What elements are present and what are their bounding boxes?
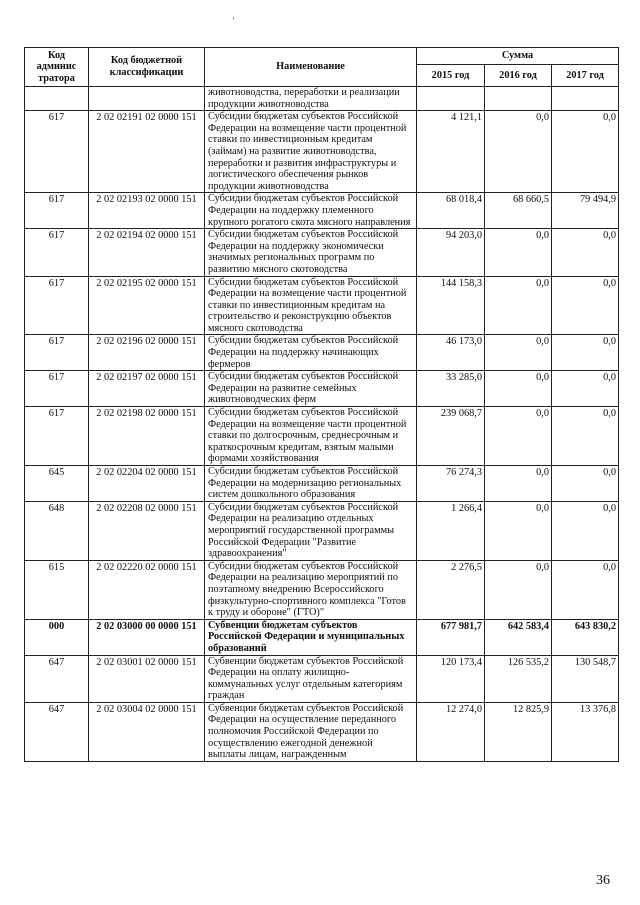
name-cell: Субсидии бюджетам субъектов Российской Федерации на возмещение части процентной ставки по инвестиционным кредитам (займам) на развитие животноводства, переработки и развития инфраструктуры и логистического обеспечения рынков продукции животноводства bbox=[205, 111, 417, 193]
budget-code-cell: 2 02 02195 02 0000 151 bbox=[89, 276, 205, 335]
amount-2016-cell: 0,0 bbox=[485, 229, 552, 276]
name-cell: Субсидии бюджетам субъектов Российской Федерации на поддержку начинающих фермеров bbox=[205, 335, 417, 371]
amount-2017-cell: 0,0 bbox=[552, 335, 619, 371]
name-cell: Субвенции бюджетам субъектов Российской Федерации на осуществление переданного полномочия Российской Федерации по осуществлению ежегодной денежной выплаты лицам, награжденным bbox=[205, 702, 417, 761]
scan-mark bbox=[233, 17, 234, 20]
table-row bbox=[25, 335, 619, 371]
table-row bbox=[25, 466, 619, 502]
budget-table-container bbox=[24, 47, 618, 762]
amount-2015-cell bbox=[417, 87, 485, 111]
budget-code-cell: 2 02 02196 02 0000 151 bbox=[89, 335, 205, 371]
amount-2017-cell: 0,0 bbox=[552, 371, 619, 407]
amount-2016-cell: 0,0 bbox=[485, 335, 552, 371]
header-year-2017: 2017 год bbox=[552, 65, 619, 87]
amount-2015-cell: 144 158,3 bbox=[417, 276, 485, 335]
admin-code-cell: 647 bbox=[25, 702, 89, 761]
amount-2016-cell: 68 660,5 bbox=[485, 193, 552, 229]
budget-code-cell: 2 02 02194 02 0000 151 bbox=[89, 229, 205, 276]
amount-2017-cell: 0,0 bbox=[552, 111, 619, 193]
budget-code-cell: 2 02 02197 02 0000 151 bbox=[89, 371, 205, 407]
name-cell: Субсидии бюджетам субъектов Российской Федерации на возмещение части процентной ставки по долгосрочным, среднесрочным и краткосрочным кредитам, взятым малыми формами хозяйствования bbox=[205, 407, 417, 466]
admin-code-cell: 617 bbox=[25, 229, 89, 276]
amount-2015-cell: 677 981,7 bbox=[417, 619, 485, 655]
table-body bbox=[25, 87, 619, 762]
amount-2017-cell: 0,0 bbox=[552, 501, 619, 560]
budget-code-cell: 2 02 02220 02 0000 151 bbox=[89, 560, 205, 619]
amount-2016-cell bbox=[485, 87, 552, 111]
budget-code-cell: 2 02 02208 02 0000 151 bbox=[89, 501, 205, 560]
amount-2017-cell: 0,0 bbox=[552, 560, 619, 619]
table-row bbox=[25, 229, 619, 276]
header-year-2016: 2016 год bbox=[485, 65, 552, 87]
admin-code-cell bbox=[25, 87, 89, 111]
name-cell: Субсидии бюджетам субъектов Российской Федерации на реализацию отдельных мероприятий государственной программы Российской Федерации "Развитие здравоохранения" bbox=[205, 501, 417, 560]
budget-code-cell: 2 02 02204 02 0000 151 bbox=[89, 466, 205, 502]
header-name: Наименование bbox=[205, 48, 417, 87]
name-cell: Субсидии бюджетам субъектов Российской Федерации на возмещение части процентной ставки по инвестиционным кредитам на строительство и реконструкцию объектов мясного скотоводства bbox=[205, 276, 417, 335]
header-admin-code: Код админис тратора bbox=[25, 48, 89, 87]
table-row bbox=[25, 619, 619, 655]
admin-code-cell: 615 bbox=[25, 560, 89, 619]
name-cell: Субсидии бюджетам субъектов Российской Федерации на развитие семейных животноводческих ферм bbox=[205, 371, 417, 407]
amount-2015-cell: 2 276,5 bbox=[417, 560, 485, 619]
amount-2015-cell: 120 173,4 bbox=[417, 655, 485, 702]
header-year-2015: 2015 год bbox=[417, 65, 485, 87]
amount-2017-cell: 13 376,8 bbox=[552, 702, 619, 761]
amount-2015-cell: 33 285,0 bbox=[417, 371, 485, 407]
table-row bbox=[25, 501, 619, 560]
amount-2016-cell: 0,0 bbox=[485, 560, 552, 619]
amount-2016-cell: 12 825,9 bbox=[485, 702, 552, 761]
name-cell: животноводства, переработки и реализации продукции животноводства bbox=[205, 87, 417, 111]
budget-code-cell: 2 02 03000 00 0000 151 bbox=[89, 619, 205, 655]
table-row bbox=[25, 276, 619, 335]
admin-code-cell: 645 bbox=[25, 466, 89, 502]
admin-code-cell: 647 bbox=[25, 655, 89, 702]
amount-2017-cell: 0,0 bbox=[552, 466, 619, 502]
header-sum: Сумма bbox=[417, 48, 619, 65]
budget-table bbox=[24, 47, 619, 762]
admin-code-cell: 648 bbox=[25, 501, 89, 560]
table-row bbox=[25, 407, 619, 466]
amount-2016-cell: 0,0 bbox=[485, 407, 552, 466]
budget-code-cell bbox=[89, 87, 205, 111]
amount-2017-cell: 643 830,2 bbox=[552, 619, 619, 655]
name-cell: Субсидии бюджетам субъектов Российской Федерации на поддержку экономически значимых региональных программ по развитию мясного скотоводства bbox=[205, 229, 417, 276]
page-number: 36 bbox=[596, 873, 610, 888]
table-header bbox=[25, 48, 619, 87]
admin-code-cell: 617 bbox=[25, 111, 89, 193]
name-cell: Субвенции бюджетам субъектов Российской Федерации на оплату жилищно-коммунальных услуг отдельным категориям граждан bbox=[205, 655, 417, 702]
table-row bbox=[25, 87, 619, 111]
amount-2017-cell: 130 548,7 bbox=[552, 655, 619, 702]
table-row bbox=[25, 111, 619, 193]
amount-2017-cell: 79 494,9 bbox=[552, 193, 619, 229]
amount-2015-cell: 239 068,7 bbox=[417, 407, 485, 466]
admin-code-cell: 000 bbox=[25, 619, 89, 655]
amount-2016-cell: 0,0 bbox=[485, 501, 552, 560]
amount-2015-cell: 76 274,3 bbox=[417, 466, 485, 502]
admin-code-cell: 617 bbox=[25, 276, 89, 335]
budget-code-cell: 2 02 03004 02 0000 151 bbox=[89, 702, 205, 761]
table-row bbox=[25, 371, 619, 407]
amount-2016-cell: 0,0 bbox=[485, 371, 552, 407]
amount-2016-cell: 642 583,4 bbox=[485, 619, 552, 655]
table-row bbox=[25, 560, 619, 619]
name-cell: Субсидии бюджетам субъектов Российской Федерации на реализацию мероприятий по поэтапному внедрению Всероссийского физкультурно-спортивного комплекса "Готов к труду и обороне" (ГТО)" bbox=[205, 560, 417, 619]
amount-2015-cell: 1 266,4 bbox=[417, 501, 485, 560]
admin-code-cell: 617 bbox=[25, 335, 89, 371]
amount-2017-cell bbox=[552, 87, 619, 111]
amount-2015-cell: 68 018,4 bbox=[417, 193, 485, 229]
amount-2017-cell: 0,0 bbox=[552, 229, 619, 276]
budget-code-cell: 2 02 02193 02 0000 151 bbox=[89, 193, 205, 229]
table-row bbox=[25, 702, 619, 761]
amount-2017-cell: 0,0 bbox=[552, 276, 619, 335]
name-cell: Субсидии бюджетам субъектов Российской Федерации на поддержку племенного крупного рогатого скота мясного направления bbox=[205, 193, 417, 229]
amount-2016-cell: 0,0 bbox=[485, 111, 552, 193]
budget-code-cell: 2 02 02198 02 0000 151 bbox=[89, 407, 205, 466]
header-budget-code: Код бюджетной классификации bbox=[89, 48, 205, 87]
amount-2015-cell: 94 203,0 bbox=[417, 229, 485, 276]
table-row bbox=[25, 193, 619, 229]
amount-2017-cell: 0,0 bbox=[552, 407, 619, 466]
admin-code-cell: 617 bbox=[25, 371, 89, 407]
amount-2015-cell: 4 121,1 bbox=[417, 111, 485, 193]
name-cell: Субсидии бюджетам субъектов Российской Федерации на модернизацию региональных систем дошкольного образования bbox=[205, 466, 417, 502]
table-row bbox=[25, 655, 619, 702]
budget-code-cell: 2 02 03001 02 0000 151 bbox=[89, 655, 205, 702]
amount-2016-cell: 0,0 bbox=[485, 276, 552, 335]
amount-2015-cell: 46 173,0 bbox=[417, 335, 485, 371]
amount-2016-cell: 126 535,2 bbox=[485, 655, 552, 702]
budget-code-cell: 2 02 02191 02 0000 151 bbox=[89, 111, 205, 193]
admin-code-cell: 617 bbox=[25, 407, 89, 466]
amount-2015-cell: 12 274,0 bbox=[417, 702, 485, 761]
amount-2016-cell: 0,0 bbox=[485, 466, 552, 502]
admin-code-cell: 617 bbox=[25, 193, 89, 229]
name-cell: Субвенции бюджетам субъектов Российской Федерации и муниципальных образований bbox=[205, 619, 417, 655]
